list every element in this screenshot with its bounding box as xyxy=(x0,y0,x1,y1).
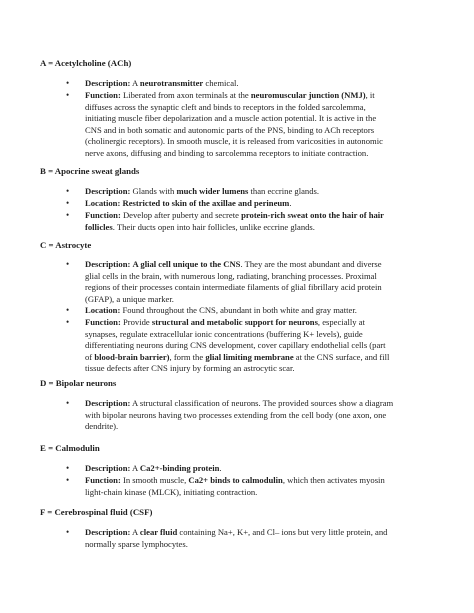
bullet-marker: • xyxy=(66,78,70,88)
bullet-item xyxy=(85,259,423,305)
bold-text-run: structural and metabolic support for neurons xyxy=(151,317,318,327)
text-line xyxy=(85,487,423,499)
text-run: CNS and in both somatic and autonomic parts of the PNS, binding to ACh receptors xyxy=(85,124,375,135)
text-line xyxy=(85,539,423,551)
text-line xyxy=(85,186,423,198)
text-line xyxy=(85,113,423,125)
section-heading-e: E = Calmodulin xyxy=(40,443,100,453)
item-label: Description: xyxy=(85,463,131,473)
text-run: Provide xyxy=(120,317,152,327)
text-run: tissue defects after CNS injury by forming an astrocytic scar. xyxy=(85,363,295,374)
text-line xyxy=(85,222,423,234)
text-run: than eccrine glands. xyxy=(248,186,320,196)
item-label: Location: xyxy=(85,305,121,315)
bullet-item xyxy=(85,186,423,198)
item-label: Function: xyxy=(85,90,121,100)
text-run: diffuses across the synaptic cleft and binds to receptors in the folded sarcolemma, xyxy=(85,101,366,112)
text-run: synapses, regulate extracellular ionic concentrations (buffering K+ levels), guide xyxy=(85,328,363,339)
text-run: . xyxy=(219,463,222,473)
section-heading-a: A = Acetylcholine (ACh) xyxy=(40,58,132,68)
text-line xyxy=(85,271,423,283)
text-line xyxy=(85,475,423,487)
text-run: A xyxy=(130,78,140,88)
text-line xyxy=(85,125,423,137)
bullet-item xyxy=(85,398,423,433)
text-run: , especially at xyxy=(317,317,365,327)
text-line xyxy=(85,317,423,329)
section-heading-c: C = Astrocyte xyxy=(40,240,92,250)
bold-text-run: neuromuscular junction (NMJ) xyxy=(250,90,366,100)
bold-text-run: follicles xyxy=(85,221,113,232)
text-line xyxy=(85,340,423,352)
bold-text-run: A glial cell unique to the CNS xyxy=(132,259,241,269)
bold-text-run: neurotransmitter xyxy=(139,78,204,88)
text-run: differentiating neurons during CNS development, cover capillary endothelial cells (part xyxy=(85,340,386,351)
text-run: , it xyxy=(365,90,375,100)
bullet-marker: • xyxy=(66,317,70,327)
text-run: chemical. xyxy=(203,78,239,88)
text-line xyxy=(85,352,423,364)
bullet-marker: • xyxy=(66,398,70,408)
bullet-marker: • xyxy=(66,259,70,269)
bullet-item xyxy=(85,527,423,550)
text-run: . Their ducts open into hair follicles, unlike eccrine glands. xyxy=(112,221,315,232)
section-heading-f: F = Cerebrospinal fluid (CSF) xyxy=(40,507,153,517)
bold-text-run: Ca2+ binds to calmodulin xyxy=(188,475,283,485)
text-line xyxy=(85,259,423,271)
text-run: A structural classification of neurons. The provided sources show a diagram xyxy=(130,398,394,408)
bullet-marker: • xyxy=(66,463,70,473)
text-run: , form the xyxy=(169,351,206,362)
bullet-item xyxy=(85,305,423,317)
text-run: A xyxy=(130,463,140,473)
bullet-item xyxy=(85,90,423,160)
text-run: Liberated from axon terminals at the xyxy=(120,90,251,100)
text-line xyxy=(85,329,423,341)
section-heading-d: D = Bipolar neurons xyxy=(40,378,117,388)
text-run: Found throughout the CNS, abundant in both white and gray matter. xyxy=(120,305,357,315)
text-line xyxy=(85,102,423,114)
text-run: A xyxy=(130,527,140,537)
item-label: Function: xyxy=(85,210,121,220)
bold-text-run: blood-brain barrier) xyxy=(94,351,170,362)
item-label: Description: xyxy=(85,398,131,408)
text-line xyxy=(85,421,423,433)
item-label: Description: xyxy=(85,527,131,537)
item-label: Function: xyxy=(85,317,121,327)
text-run: . xyxy=(289,198,292,208)
bullet-item xyxy=(85,78,423,90)
text-line xyxy=(85,363,423,375)
text-run: containing Na+, K+, and Cl– ions but very little protein, and xyxy=(177,527,388,537)
text-run: (GFAP), a unique marker. xyxy=(85,293,174,304)
bullet-marker: • xyxy=(66,186,70,196)
text-run: In smooth muscle, xyxy=(120,475,189,485)
section-heading-b: B = Apocrine sweat glands xyxy=(40,166,140,176)
text-run: Develop after puberty and secrete xyxy=(120,210,242,220)
text-run: (cholinergic receptors). In smooth muscle, it is released from varicosities in autonomic xyxy=(85,136,383,147)
text-run: Glands with xyxy=(130,186,177,196)
text-line xyxy=(85,294,423,306)
text-line xyxy=(85,78,423,90)
item-label: Location: xyxy=(85,198,121,208)
text-line xyxy=(85,282,423,294)
text-run: of xyxy=(85,351,95,362)
bold-text-run: Ca2+-binding protein xyxy=(139,463,220,473)
text-line xyxy=(85,210,423,222)
bullet-marker: • xyxy=(66,198,70,208)
bold-text-run: clear fluid xyxy=(139,527,178,537)
text-run: with bipolar neurons having two processes extending from the cell body (one axon, one xyxy=(85,409,387,420)
bullet-item xyxy=(85,463,423,475)
bullet-marker: • xyxy=(66,90,70,100)
text-line xyxy=(85,198,423,210)
text-run: . They are the most abundant and diverse xyxy=(240,259,382,269)
text-run: nerve axons, diffusing and binding to sarcolemma receptors to initiate contraction. xyxy=(85,147,369,158)
text-run: initiating muscle fiber depolarization and a muscle action potential. It is active in the xyxy=(85,113,377,124)
text-line xyxy=(85,398,423,410)
text-line xyxy=(85,410,423,422)
item-label: Description: xyxy=(85,186,131,196)
text-line xyxy=(85,527,423,539)
item-label: Description: xyxy=(85,259,131,269)
text-line xyxy=(85,305,423,317)
bullet-marker: • xyxy=(66,210,70,220)
bullet-marker: • xyxy=(66,305,70,315)
text-line xyxy=(85,148,423,160)
text-run: dendrite). xyxy=(85,421,119,432)
text-run: light-chain kinase (MLCK), initiating contraction. xyxy=(85,486,258,497)
item-label: Description: xyxy=(85,78,131,88)
bullet-item xyxy=(85,317,423,375)
bold-text-run: Restricted to skin of the axillae and perineum xyxy=(122,198,290,208)
text-run: at the CNS surface, and fill xyxy=(293,351,390,362)
text-run: , which then activates myosin xyxy=(282,475,385,485)
bullet-item xyxy=(85,198,423,210)
bullet-item xyxy=(85,210,423,233)
bullet-marker: • xyxy=(66,527,70,537)
bold-text-run: protein-rich sweat onto the hair of hair xyxy=(241,210,384,220)
text-line xyxy=(85,90,423,102)
bullet-marker: • xyxy=(66,475,70,485)
bold-text-run: much wider lumens xyxy=(176,186,249,196)
item-label: Function: xyxy=(85,475,121,485)
text-line xyxy=(85,463,423,475)
bold-text-run: glial limiting membrane xyxy=(205,351,294,362)
bullet-item xyxy=(85,475,423,498)
text-line xyxy=(85,136,423,148)
text-run: normally sparse lymphocytes. xyxy=(85,538,188,549)
text-run: regions of their processes contain intermediate filaments of glial fibrillary acid protein xyxy=(85,282,382,293)
text-run: glial cells in the brain, with numerous long, radiating, branching processes. Proximal xyxy=(85,270,377,281)
